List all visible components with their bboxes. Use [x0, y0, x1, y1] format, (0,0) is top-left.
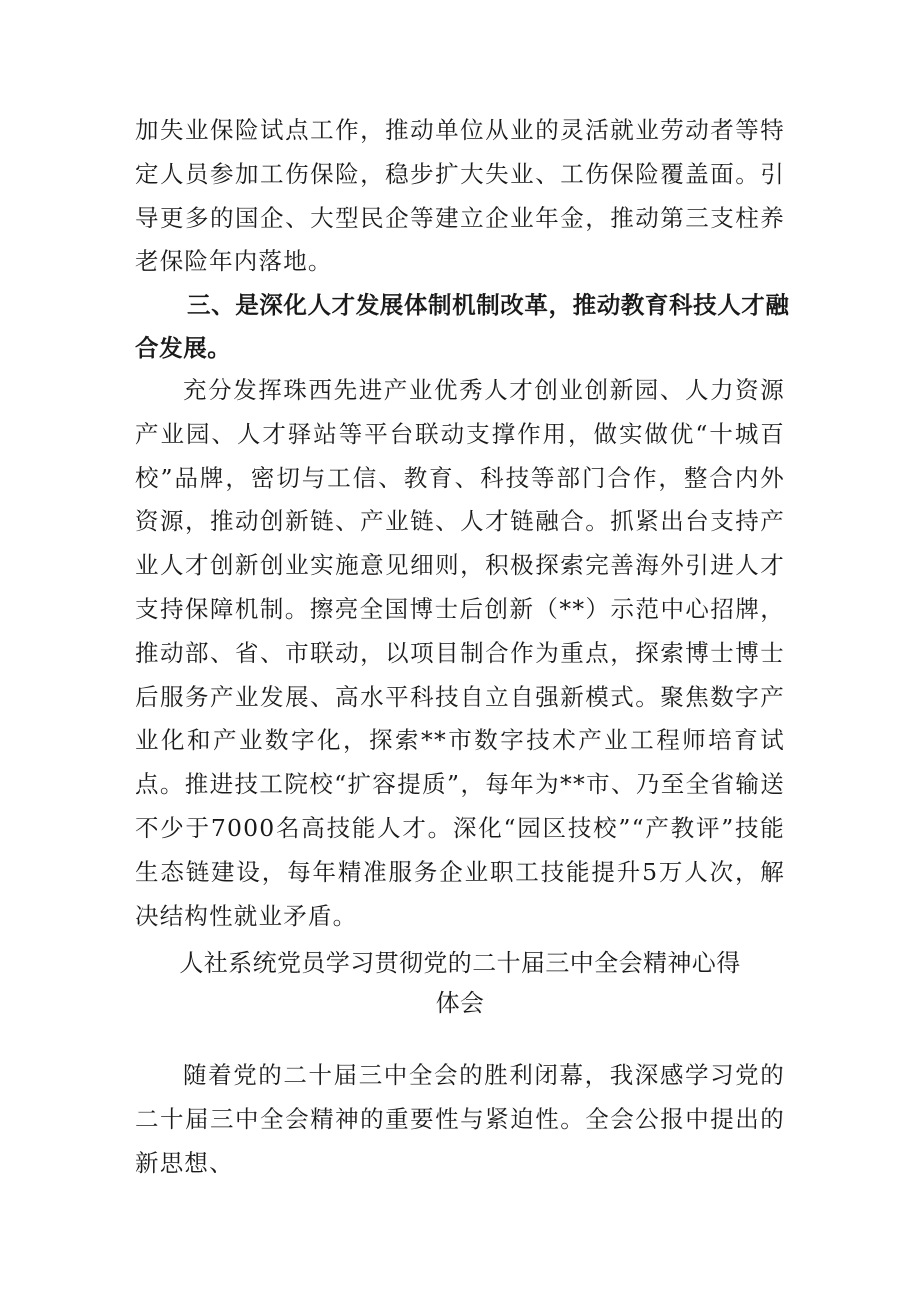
paragraph-unemployment-insurance: 加失业保险试点工作，推动单位从业的灵活就业劳动者等特定人员参加工伤保险，稳步扩大失业、工伤保险覆盖面。引导更多的国企、大型民企等建立企业年金，推动第三支柱养老保险年内落地。: [135, 116, 785, 276]
paragraph-talent-development: 充分发挥珠西先进产业优秀人才创业创新园、人力资源产业园、人才驿站等平台联动支撑作用，做实做优“十城百校”品牌，密切与工信、教育、科技等部门合作，整合内外资源，推动创新链、产业链、人才链融合。抓紧出台支持产业人才创新创业实施意见细则，积极探索完善海外引进人才支持保障机制。擦亮全国博士后创新（**）示范中心招牌，推动部、省、市联动，以项目制合作为重点，探索博士博士后服务产业发展、高水平科技自立自强新模式。聚焦数字产业化和产业数字化，探索**市数字技术产业工程师培育试点。推进技工院校“扩容提质”，每年为**市、乃至全省输送不少于7000名高技能人才。深化“园区技校”“产教评”技能生态链建设，每年精准服务企业职工技能提升5万人次，解决结构性就业矛盾。: [135, 376, 785, 930]
article-title-line2: 体会: [435, 989, 485, 1017]
article-paragraph-intro: 随着党的二十届三中全会的胜利闭幕，我深感学习党的二十届三中全会精神的重要性与紧迫性。全会公报中提出的新思想、: [135, 1061, 785, 1177]
article-title-line1: 人社系统党员学习贯彻党的二十届三中全会精神心得: [179, 949, 741, 977]
section-heading-three: 三、是深化人才发展体制机制改革，推动教育科技人才融合发展。: [135, 291, 790, 362]
